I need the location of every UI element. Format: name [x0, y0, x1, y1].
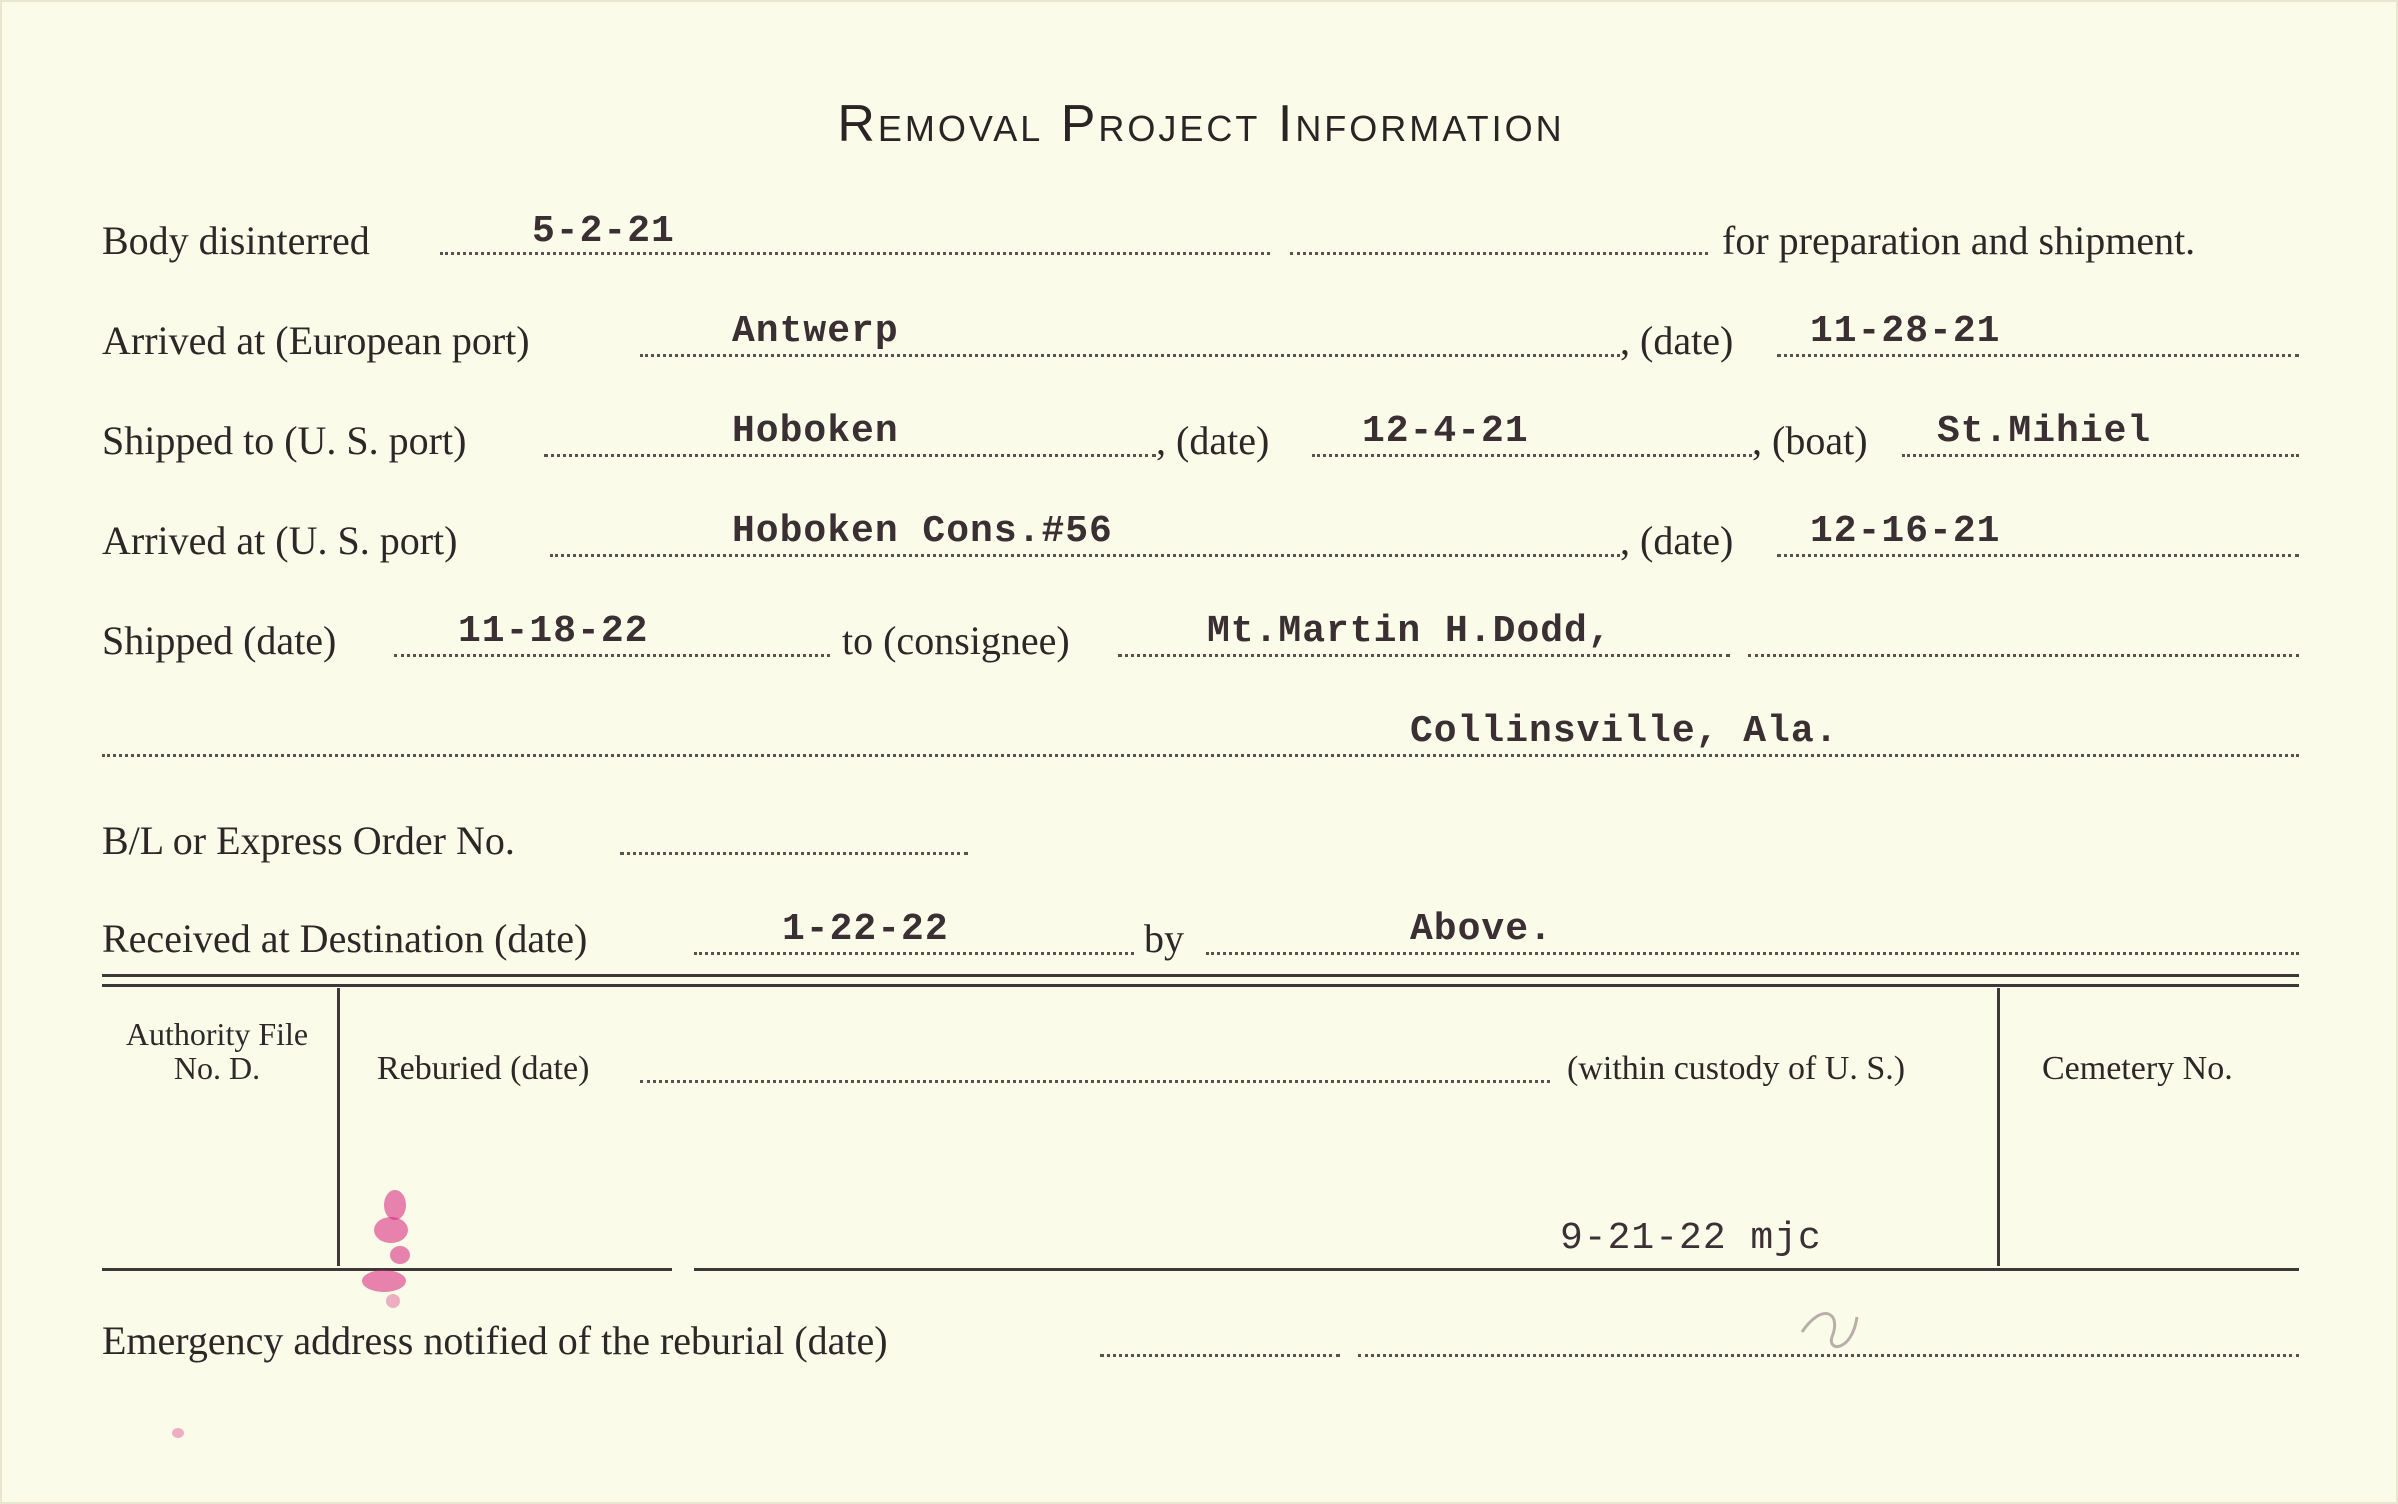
- shipped-date-line: [394, 654, 830, 657]
- authority-file-label: Authority File No. D.: [125, 1016, 309, 1086]
- bl-order-line: [620, 852, 968, 855]
- emergency-address-label: Emergency address notified of the reburial (date): [102, 1318, 888, 1363]
- section-rule-bottom-right: [694, 1268, 2299, 1271]
- us-port-arrived-line: [550, 554, 1620, 557]
- section-rule-top: [102, 974, 2299, 977]
- us-port-shipped-date-label: , (date): [1156, 418, 1270, 463]
- body-disinterred-value: 5-2-21: [532, 210, 675, 253]
- us-port-arrived-value: Hoboken Cons.#56: [732, 510, 1113, 553]
- pencil-mark: [1792, 1292, 1872, 1372]
- european-port-line: [640, 354, 1620, 357]
- us-port-arrived-date-label: , (date): [1620, 518, 1734, 563]
- bl-order-label: B/L or Express Order No.: [102, 818, 515, 863]
- card-title: Removal Project Information: [837, 95, 1565, 153]
- preparation-suffix: for preparation and shipment.: [1722, 218, 2196, 263]
- us-port-arrived-date-line: [1777, 554, 2299, 557]
- us-port-shipped-value: Hoboken: [732, 410, 899, 453]
- received-destination-label: Received at Destination (date): [102, 916, 588, 961]
- us-port-shipped-line: [544, 454, 1156, 457]
- reburied-label: Reburied (date): [377, 1050, 590, 1087]
- received-date-value: 1-22-22: [782, 908, 949, 951]
- received-by-label: by: [1144, 916, 1184, 961]
- us-port-shipped-date-line: [1312, 454, 1752, 457]
- boat-label: , (boat): [1752, 418, 1868, 463]
- received-date-line: [694, 952, 1134, 955]
- consignee-line: [1118, 654, 1730, 657]
- shipped-date-label: Shipped (date): [102, 618, 337, 663]
- us-port-shipped-date-value: 12-4-21: [1362, 410, 1529, 453]
- section-divider-right: [1997, 988, 2000, 1266]
- body-disinterred-line-2: [1290, 252, 1708, 255]
- european-port-label: Arrived at (European port): [102, 318, 530, 363]
- european-date-value: 11-28-21: [1810, 310, 2001, 353]
- us-port-shipped-label: Shipped to (U. S. port): [102, 418, 467, 463]
- european-port-value: Antwerp: [732, 310, 899, 353]
- consignee-address: Collinsville, Ala.: [1410, 710, 1839, 753]
- european-date-label: , (date): [1620, 318, 1734, 363]
- consignee-value: Mt.Martin H.Dodd,: [1207, 610, 1612, 653]
- custody-label: (within custody of U. S.): [1567, 1050, 1906, 1087]
- section-divider-left: [337, 988, 340, 1266]
- received-by-value: Above.: [1410, 908, 1553, 951]
- consignee-label: to (consignee): [842, 618, 1070, 663]
- us-port-arrived-label: Arrived at (U. S. port): [102, 518, 458, 563]
- boat-line: [1902, 454, 2299, 457]
- received-by-line: [1206, 952, 2299, 955]
- section-rule-top-2: [102, 984, 2299, 987]
- reburial-stamp: 9-21-22 mjc: [1560, 1217, 1822, 1260]
- reburied-line: [640, 1080, 1550, 1083]
- european-date-line: [1777, 354, 2299, 357]
- consignee-line-2: [1748, 654, 2299, 657]
- cemetery-label: Cemetery No.: [2042, 1050, 2233, 1087]
- us-port-arrived-date-value: 12-16-21: [1810, 510, 2001, 553]
- emergency-line: [1100, 1354, 1340, 1357]
- address-line: [102, 754, 2299, 757]
- shipped-date-value: 11-18-22: [458, 610, 649, 653]
- boat-value: St.Mihiel: [1937, 410, 2152, 453]
- body-disinterred-label: Body disinterred: [102, 218, 370, 263]
